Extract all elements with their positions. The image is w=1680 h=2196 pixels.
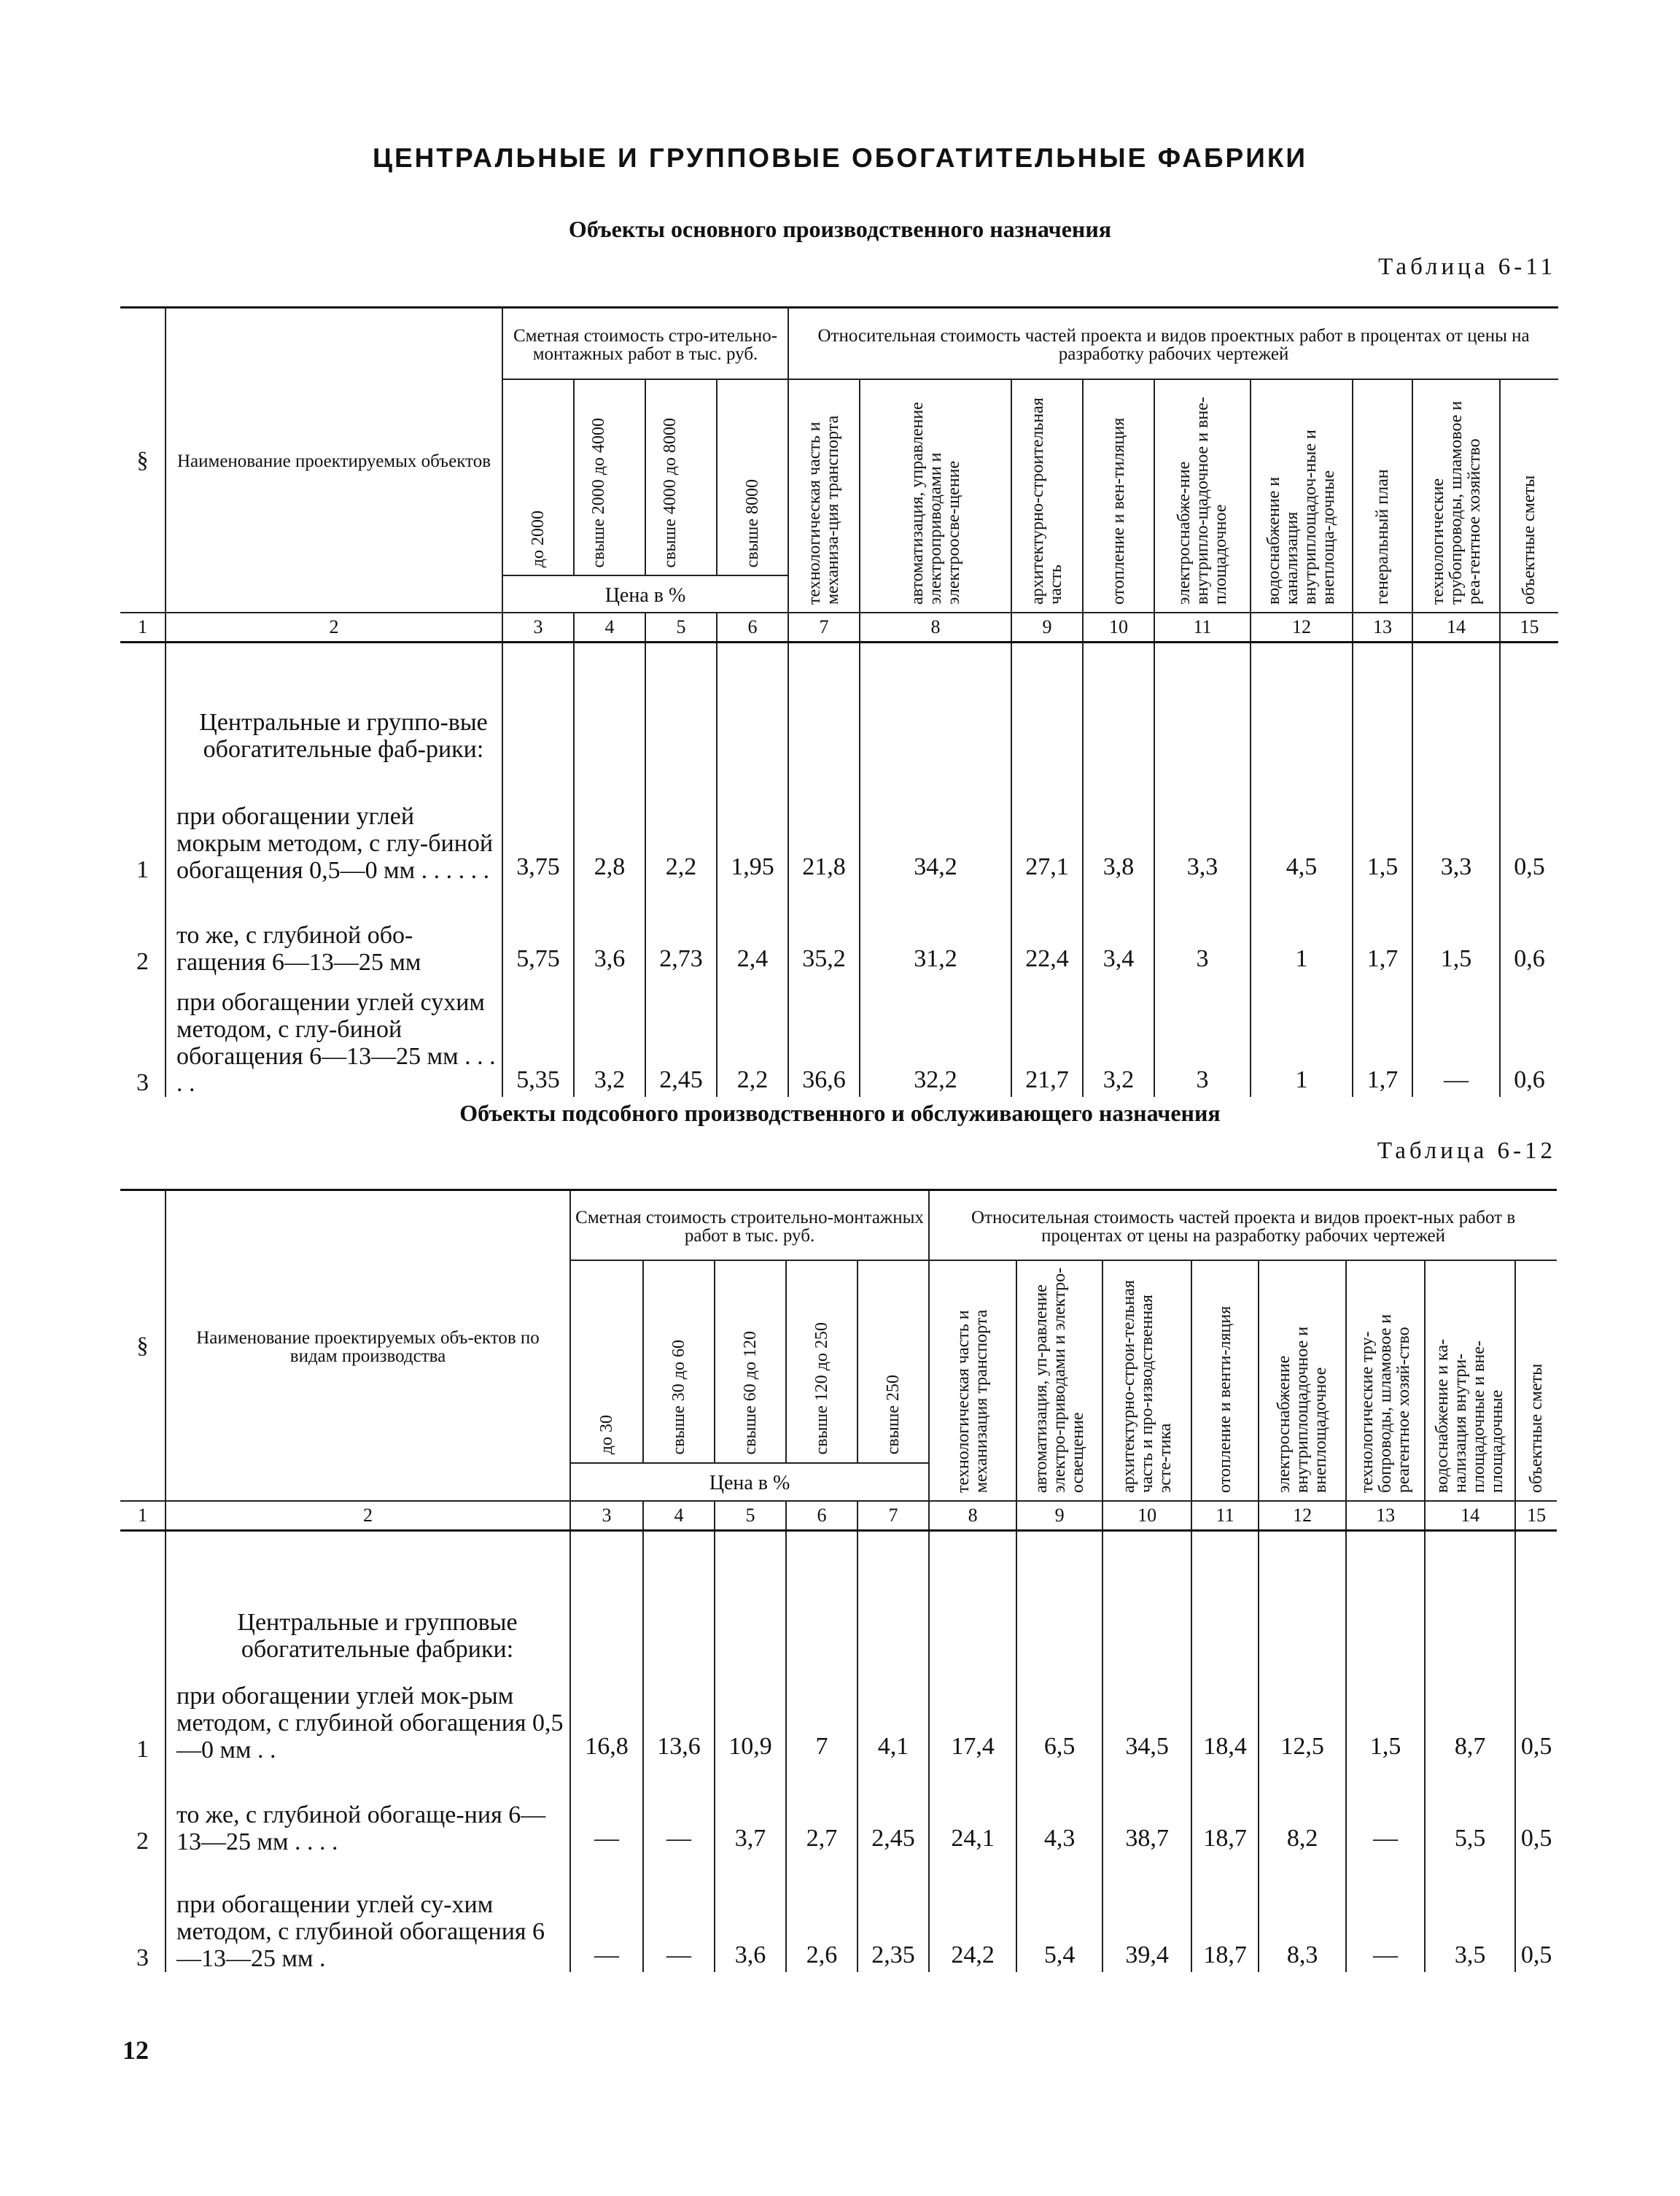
header-cost: Сметная стоимость стро-ительно-монтажных работ в тыс. руб. <box>502 308 788 379</box>
cell: 5,35 <box>502 976 574 1097</box>
header-cost: Сметная стоимость строительно-монтажных работ в тыс. руб. <box>570 1190 929 1260</box>
header-relative-cost: Относительная стоимость частей проекта и видов проект-ных работ в процентах от цены на разработку рабочих чертежей <box>929 1190 1557 1260</box>
table2-label: Таблица 6-12 <box>1377 1138 1556 1164</box>
cell: — <box>643 1855 715 1972</box>
rel-col-2: автоматизация, уп-равление электро-приводами и электро-освещение <box>1016 1260 1102 1501</box>
cell: 1,95 <box>717 763 788 884</box>
cell: 3,7 <box>715 1764 786 1855</box>
header-name: Наименование проектируемых объектов <box>166 308 502 613</box>
cell: 5,4 <box>1016 1855 1102 1972</box>
row-number: 2 <box>120 1764 166 1855</box>
col-number: 12 <box>1259 1501 1346 1531</box>
cell: 3,2 <box>574 976 645 1097</box>
cell: 3,8 <box>1083 763 1154 884</box>
cell: 2,8 <box>574 763 645 884</box>
rel-col-3: архитектурно-строи-тельная часть и про-изводственная эсте-тика <box>1102 1260 1191 1501</box>
rel-col-2: автоматизация, управление электроприводами и электроосве-щение <box>860 379 1011 613</box>
col-number: 10 <box>1083 613 1154 643</box>
cell: 24,1 <box>929 1764 1016 1855</box>
row-name: при обогащении углей мокрым методом, с глу-биной обогащения 0,5—0 мм . . . . . . <box>166 763 502 884</box>
rel-col-4: отопление и вен-тиляция <box>1083 379 1154 613</box>
cell: 2,2 <box>645 763 717 884</box>
rel-col-7: водоснабжение и ка-нализация внутри-площадочные и вне-площадочные <box>1425 1260 1515 1501</box>
rel-col-7: генеральный план <box>1353 379 1412 613</box>
col-number: 5 <box>715 1501 786 1531</box>
table-row <box>120 976 1558 1097</box>
rel-col-4: отопление и венти-ляция <box>1191 1260 1259 1501</box>
col-number: 3 <box>570 1501 643 1531</box>
rel-col-5: электроснабже-ние внутрипло-щадочное и вне-площадочное <box>1154 379 1251 613</box>
cell: 16,8 <box>570 1663 643 1764</box>
rel-col-8: технологические трубопроводы, шламовое и реа-гентное хозяйство <box>1412 379 1500 613</box>
cell: 5,5 <box>1425 1764 1515 1855</box>
col-number: 9 <box>1011 613 1083 643</box>
cost-col-4: свыше 8000 <box>717 379 788 576</box>
col-number: 4 <box>643 1501 715 1531</box>
rel-col-9: объектные сметы <box>1500 379 1558 613</box>
cell: 21,7 <box>1011 976 1083 1097</box>
table-row <box>120 1663 1557 1764</box>
table-row <box>120 884 1558 976</box>
cell: 17,4 <box>929 1663 1016 1764</box>
cell: 8,7 <box>1425 1663 1515 1764</box>
cell: 1,5 <box>1412 884 1500 976</box>
col-number: 2 <box>166 1501 570 1531</box>
cell: 10,9 <box>715 1663 786 1764</box>
table-row <box>120 652 1558 763</box>
cell: 3 <box>1154 976 1251 1097</box>
cell: 0,6 <box>1500 976 1558 1097</box>
cost-col-2: свыше 2000 до 4000 <box>574 379 645 576</box>
cell: 31,2 <box>860 884 1011 976</box>
table-row <box>120 763 1558 884</box>
cell: 4,1 <box>858 1663 929 1764</box>
header-section: § <box>120 308 166 613</box>
cell: 2,73 <box>645 884 717 976</box>
header-price: Цена в % <box>502 575 788 612</box>
rel-col-6: водоснабжение и канализация внутриплощадоч-ные и внеплоща-дочные <box>1251 379 1353 613</box>
col-number: 12 <box>1251 613 1353 643</box>
col-number: 15 <box>1515 1501 1557 1531</box>
cell: — <box>1346 1764 1425 1855</box>
col-number: 15 <box>1500 613 1558 643</box>
cell: 8,2 <box>1259 1764 1346 1855</box>
cell: 0,5 <box>1515 1855 1557 1972</box>
col-number: 1 <box>120 1501 166 1531</box>
cell: 1,7 <box>1353 976 1412 1097</box>
col-number: 7 <box>858 1501 929 1531</box>
col-number: 8 <box>929 1501 1016 1531</box>
cell: 1 <box>1251 884 1353 976</box>
col-number: 6 <box>717 613 788 643</box>
table-6-11 <box>120 306 1558 1097</box>
cell: — <box>570 1764 643 1855</box>
cell: 3,4 <box>1083 884 1154 976</box>
table1-label: Таблица 6-11 <box>1378 254 1556 280</box>
cell: 3,75 <box>502 763 574 884</box>
cell: 39,4 <box>1102 1855 1191 1972</box>
cell: 22,4 <box>1011 884 1083 976</box>
cell: 3,6 <box>574 884 645 976</box>
cost-col-2: свыше 30 до 60 <box>643 1260 715 1463</box>
header-relative-cost: Относительная стоимость частей проекта и видов проектных работ в процентах от цены на разработку рабочих чертежей <box>788 308 1558 379</box>
cell: 2,7 <box>786 1764 858 1855</box>
cost-col-3: свыше 4000 до 8000 <box>645 379 717 576</box>
group-label: Центральные и группо-вые обогатительные фаб-рики: <box>166 652 502 763</box>
cell: 4,5 <box>1251 763 1353 884</box>
rel-col-8: объектные сметы <box>1515 1260 1557 1501</box>
col-number: 14 <box>1425 1501 1515 1531</box>
cell: 5,75 <box>502 884 574 976</box>
row-name: при обогащении углей сухим методом, с глу-биной обогащения 6—13—25 мм . . . . . <box>166 976 502 1097</box>
col-number: 11 <box>1191 1501 1259 1531</box>
col-number: 4 <box>574 613 645 643</box>
cell: 36,6 <box>788 976 860 1097</box>
col-number: 10 <box>1102 1501 1191 1531</box>
cell: 1,5 <box>1353 763 1412 884</box>
cell: 0,5 <box>1515 1663 1557 1764</box>
cell: 1,7 <box>1353 884 1412 976</box>
cell: 3,5 <box>1425 1855 1515 1972</box>
row-number: 3 <box>120 976 166 1097</box>
col-number: 14 <box>1412 613 1500 643</box>
cell: 12,5 <box>1259 1663 1346 1764</box>
row-name: то же, с глубиной обо-гащения 6—13—25 мм <box>166 884 502 976</box>
rel-col-1: технологическая часть и механиза-ция транспорта <box>788 379 860 613</box>
col-number: 11 <box>1154 613 1251 643</box>
col-number: 5 <box>645 613 717 643</box>
col-number: 9 <box>1016 1501 1102 1531</box>
col-number: 8 <box>860 613 1011 643</box>
col-number: 3 <box>502 613 574 643</box>
cell: 24,2 <box>929 1855 1016 1972</box>
table-row <box>120 1855 1557 1972</box>
cell: 21,8 <box>788 763 860 884</box>
table2-subtitle: Объекты подсобного производственного и обслуживающего назначения <box>459 1100 1221 1126</box>
row-name: то же, с глубиной обогаще-ния 6—13—25 мм . . . . <box>166 1764 570 1855</box>
cell: 18,7 <box>1191 1764 1259 1855</box>
cell: 1,5 <box>1346 1663 1425 1764</box>
page-title: ЦЕНТРАЛЬНЫЕ И ГРУППОВЫЕ ОБОГАТИТЕЛЬНЫЕ ФАБРИКИ <box>372 143 1308 173</box>
cell: 18,4 <box>1191 1663 1259 1764</box>
cell: 35,2 <box>788 884 860 976</box>
table-row <box>120 1540 1557 1663</box>
cell: 3,3 <box>1412 763 1500 884</box>
row-name: при обогащении углей су-хим методом, с глубиной обогащения 6—13—25 мм . <box>166 1855 570 1972</box>
group-label: Центральные и групповые обогатительные фабрики: <box>166 1540 570 1663</box>
cell: 32,2 <box>860 976 1011 1097</box>
cell: 18,7 <box>1191 1855 1259 1972</box>
cell: 8,3 <box>1259 1855 1346 1972</box>
cell: 4,3 <box>1016 1764 1102 1855</box>
cost-col-5: свыше 250 <box>858 1260 929 1463</box>
cell: — <box>1412 976 1500 1097</box>
cell: 2,45 <box>645 976 717 1097</box>
cost-col-1: до 2000 <box>502 379 574 576</box>
cell: 2,6 <box>786 1855 858 1972</box>
cell: 3,3 <box>1154 763 1251 884</box>
cell: — <box>570 1855 643 1972</box>
cell: 13,6 <box>643 1663 715 1764</box>
cell: 6,5 <box>1016 1663 1102 1764</box>
table-row <box>120 1764 1557 1855</box>
page-number: 12 <box>122 2036 149 2065</box>
cell: 2,4 <box>717 884 788 976</box>
cost-col-3: свыше 60 до 120 <box>715 1260 786 1463</box>
cell: 0,6 <box>1500 884 1558 976</box>
header-section: § <box>120 1190 166 1501</box>
cell: 0,5 <box>1515 1764 1557 1855</box>
rel-col-3: архитектурно-строительная часть <box>1011 379 1083 613</box>
header-price: Цена в % <box>570 1463 929 1501</box>
cell: 7 <box>786 1663 858 1764</box>
col-number: 13 <box>1346 1501 1425 1531</box>
rel-col-1: технологическая часть и механизация транспорта <box>929 1260 1016 1501</box>
cell: 38,7 <box>1102 1764 1191 1855</box>
cell: 2,35 <box>858 1855 929 1972</box>
row-number: 3 <box>120 1855 166 1972</box>
rel-col-6: технологические тру-бопроводы, шламовое и реагентное хозяй-ство <box>1346 1260 1425 1501</box>
row-number: 1 <box>120 1663 166 1764</box>
cell: 27,1 <box>1011 763 1083 884</box>
table1-subtitle: Объекты основного производственного назначения <box>568 216 1112 242</box>
cost-col-4: свыше 120 до 250 <box>786 1260 858 1463</box>
cell: — <box>1346 1855 1425 1972</box>
row-name: при обогащении углей мок-рым методом, с глубиной обогащения 0,5—0 мм . . <box>166 1663 570 1764</box>
rel-col-5: электроснабжение внутриплощадочное и внеплощадочное <box>1259 1260 1346 1501</box>
cell: — <box>643 1764 715 1855</box>
cell: 3 <box>1154 884 1251 976</box>
col-number: 6 <box>786 1501 858 1531</box>
header-name: Наименование проектируемых объ-ектов по видам производства <box>166 1190 570 1501</box>
cell: 2,2 <box>717 976 788 1097</box>
cell: 3,6 <box>715 1855 786 1972</box>
cell: 3,2 <box>1083 976 1154 1097</box>
cell: 2,45 <box>858 1764 929 1855</box>
row-number: 2 <box>120 884 166 976</box>
col-number: 13 <box>1353 613 1412 643</box>
cell: 0,5 <box>1500 763 1558 884</box>
col-number: 2 <box>166 613 502 643</box>
cell: 34,2 <box>860 763 1011 884</box>
row-number: 1 <box>120 763 166 884</box>
cost-col-1: до 30 <box>570 1260 643 1463</box>
cell: 1 <box>1251 976 1353 1097</box>
cell: 34,5 <box>1102 1663 1191 1764</box>
table-6-12 <box>120 1189 1557 1972</box>
col-number: 7 <box>788 613 860 643</box>
col-number: 1 <box>120 613 166 643</box>
